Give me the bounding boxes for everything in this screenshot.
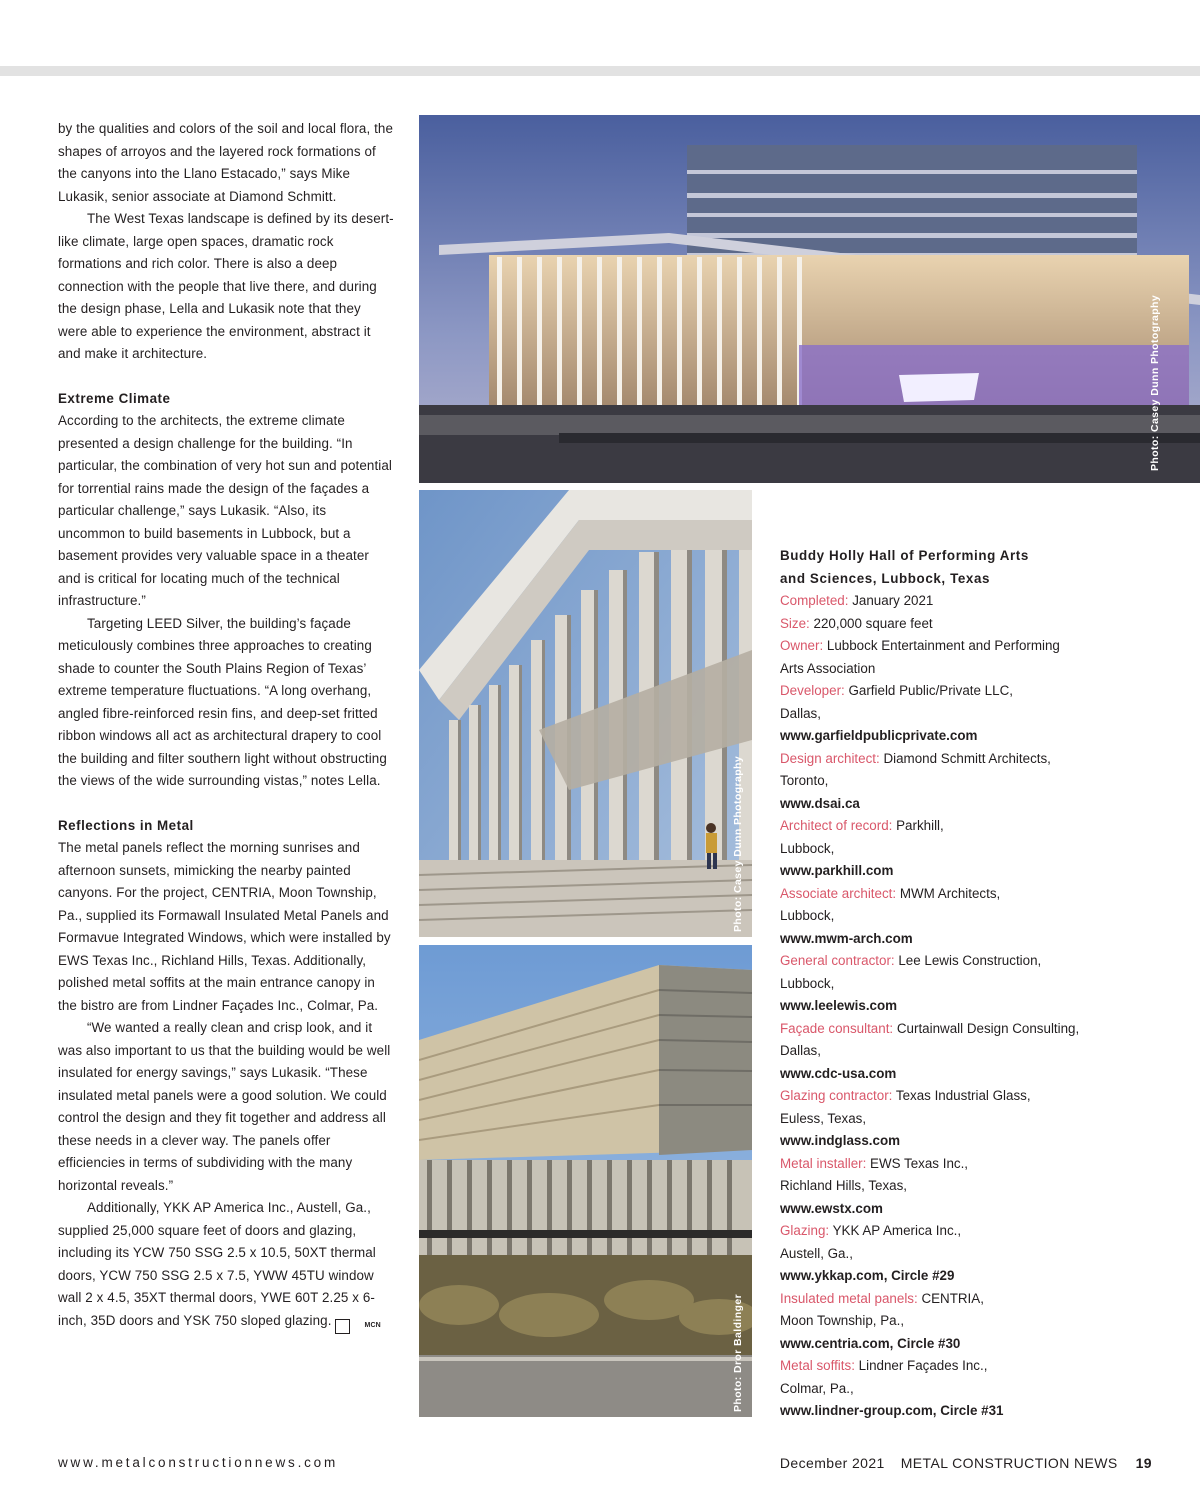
project-detail-row xyxy=(780,1018,1160,1041)
footer-publication: METAL CONSTRUCTION NEWS xyxy=(900,1455,1118,1471)
project-detail-row xyxy=(780,1310,1160,1333)
project-detail-label: Metal soffits: xyxy=(780,1358,855,1373)
project-url xyxy=(780,1400,1160,1423)
article-paragraph: by the qualities and colors of the soil and local flora, the shapes of arroyos and the layered rock formations of the canyons into the Llano Estacado,” says Mike Lukasik, senior associate at Diamond Schmitt. xyxy=(58,121,394,204)
project-url-text: www.garfieldpublicprivate.com xyxy=(780,728,978,743)
project-detail-value: Lubbock, xyxy=(780,975,835,991)
project-detail-row xyxy=(780,1288,1160,1311)
article-paragraph: The West Texas landscape is defined by its desert-like climate, large open spaces, dramatic rock formations and rich color. There is also a deep connection with the people that live there, and during the design phase, Lella and Lukasik note that they were able to experience the environment, abstract it and make it architecture. xyxy=(58,211,394,361)
photo-credit: Photo: Casey Dunn Photography xyxy=(732,755,744,932)
project-detail-value: EWS Texas Inc., xyxy=(866,1155,969,1171)
project-detail-label: Façade consultant: xyxy=(780,1020,894,1036)
project-detail-value: Lindner Façades Inc., xyxy=(854,1358,988,1373)
photo-metal-panels xyxy=(419,945,752,1417)
section-heading: Extreme Climate xyxy=(58,390,171,406)
project-url-text: www.centria.com, Circle #30 xyxy=(780,1335,961,1351)
project-detail-row xyxy=(780,815,1160,838)
project-detail-label: Completed: xyxy=(780,593,849,608)
project-detail-value: YKK AP America Inc., xyxy=(829,1223,962,1238)
project-detail-row xyxy=(780,950,1160,973)
project-detail-row xyxy=(780,1220,1160,1243)
project-url xyxy=(780,928,1160,951)
project-detail-label: Owner: xyxy=(780,638,824,653)
footer-website: www.metalconstructionnews.com xyxy=(58,1455,339,1470)
top-rule xyxy=(0,66,1200,76)
article-paragraph xyxy=(58,1197,394,1334)
article-column xyxy=(58,118,394,1334)
project-detail-row xyxy=(780,1378,1160,1401)
project-url xyxy=(780,1063,1160,1086)
project-detail-row xyxy=(780,838,1160,861)
project-details xyxy=(780,590,1160,1423)
project-detail-row xyxy=(780,658,1160,681)
project-url-text: www.parkhill.com xyxy=(780,863,894,878)
project-detail-row xyxy=(780,1108,1160,1131)
article-paragraph-text: Additionally, YKK AP America Inc., Austell, Ga., supplied 25,000 square feet of doors and glazing, including its YCW 750 SSG 2.5 x 10.5, 50XT thermal doors, YCW 750 SSG 2.5 x 7.5, YWW 45TU window wall 2 x 4.5, 35XT thermal doors, YWE 60T 2.25 x 6-inch, 35D doors and YSK 750 sloped glazing. xyxy=(58,1200,376,1328)
project-detail-value: Lee Lewis Construction, xyxy=(894,953,1042,968)
project-url xyxy=(780,1198,1160,1221)
project-detail-label: Associate architect: xyxy=(780,885,897,901)
project-detail-value: 220,000 square feet xyxy=(809,615,933,631)
project-url-text: www.lindner-group.com, Circle #31 xyxy=(780,1403,1004,1418)
project-url-text: www.ykkap.com, Circle #29 xyxy=(780,1268,955,1283)
project-detail-label: Architect of record: xyxy=(780,818,893,833)
project-detail-value: Toronto, xyxy=(780,773,829,788)
article-paragraph: Targeting LEED Silver, the building’s façade meticulously combines three approaches to creating shade to counter the South Plains Region of Texas’ extreme temperature fluctuations. “A long overhang, angled fibre-reinforced resin fins, and deep-set fritted ribbon windows all act as architectural drapery to cool the building and filter southern light without obstructing the views of the wide surrounding vistas,” notes Lella. xyxy=(58,615,387,788)
project-url xyxy=(780,995,1160,1018)
article-paragraph: “We wanted a really clean and crisp look, and it was also important to us that the building would be well insulated for energy savings,” says Lukasik. “These insulated metal panels were a good solution. We could control the design and they fit together and address all these needs in a clever way. The panels offer efficiencies in terms of subdividing with the many horizontal reveals.” xyxy=(58,1020,391,1193)
project-detail-value: MWM Architects, xyxy=(896,885,1001,901)
project-url-text: www.mwm-arch.com xyxy=(780,930,913,946)
project-url-text: www.cdc-usa.com xyxy=(780,1065,897,1081)
project-detail-value: Richland Hills, Texas, xyxy=(780,1178,908,1193)
page-number: 19 xyxy=(1135,1455,1152,1471)
section-heading: Reflections in Metal xyxy=(58,817,194,833)
project-url-text: www.indglass.com xyxy=(780,1133,901,1148)
project-detail-value: Diamond Schmitt Architects, xyxy=(879,750,1051,766)
project-detail-label: Design architect: xyxy=(780,750,880,766)
article-paragraph: According to the architects, the extreme climate presented a design challenge for the building. “In particular, the combination of very hot sun and potential for torrential rains made the design of the façades a particular challenge,” says Lukasik. “Also, its uncommon to build basements in Lubbock, but a basement provides very valuable space in a theater and is critical for locating much of the technical infrastructure.” xyxy=(58,413,392,608)
project-url xyxy=(780,860,1160,883)
end-mark-logo: MCN xyxy=(335,1319,350,1334)
project-detail-value: Arts Association xyxy=(780,660,876,676)
photo-credit: Photo: Casey Dunn Photography xyxy=(1149,294,1161,471)
project-detail-row xyxy=(780,1085,1160,1108)
photo-credit: Photo: Dror Baldinger xyxy=(732,1293,744,1412)
article-paragraph: The metal panels reflect the morning sunrises and afternoon sunsets, mimicking the nearby painted canyons. For the project, CENTRIA, Moon Township, Pa., supplied its Formawall Insulated Metal Panels and Formavue Integrated Windows, which were installed by EWS Texas Inc., Richland Hills, Texas. Additionally, polished metal soffits at the main entrance canopy in the bistro are from Lindner Façades Inc., Colmar, Pa. xyxy=(58,840,391,1013)
project-detail-value: Colmar, Pa., xyxy=(780,1380,854,1396)
project-detail-row xyxy=(780,973,1160,996)
project-detail-value: Lubbock, xyxy=(780,908,835,923)
project-detail-row xyxy=(780,680,1160,703)
project-detail-row xyxy=(780,703,1160,726)
project-detail-row xyxy=(780,1243,1160,1266)
footer-folio xyxy=(780,1455,1152,1471)
project-detail-value: January 2021 xyxy=(848,593,934,608)
project-title-line2: and Sciences, Lubbock, Texas xyxy=(780,570,991,586)
project-detail-value: Euless, Texas, xyxy=(780,1110,867,1126)
project-detail-label: Metal installer: xyxy=(780,1155,867,1171)
project-detail-value: CENTRIA, xyxy=(917,1290,984,1306)
project-url xyxy=(780,725,1160,748)
project-detail-value: Moon Township, Pa., xyxy=(780,1313,905,1328)
project-detail-label: Developer: xyxy=(780,683,845,698)
project-detail-row xyxy=(780,1355,1160,1378)
photo-building-dusk xyxy=(419,115,1200,483)
project-detail-row xyxy=(780,770,1160,793)
project-detail-value: Lubbock, xyxy=(780,840,835,856)
project-detail-row xyxy=(780,635,1160,658)
project-detail-row xyxy=(780,748,1160,771)
project-info-box xyxy=(780,545,1160,1423)
project-detail-label: Size: xyxy=(780,615,810,631)
photo-facade-fins xyxy=(419,490,752,937)
project-detail-value: Lubbock Entertainment and Performing xyxy=(823,638,1060,653)
project-detail-row xyxy=(780,1040,1160,1063)
project-detail-label: Glazing: xyxy=(780,1223,830,1238)
project-detail-value: Parkhill, xyxy=(892,818,944,833)
project-detail-value: Texas Industrial Glass, xyxy=(892,1088,1031,1103)
project-title: Buddy Holly Hall of Performing Arts xyxy=(780,548,1029,563)
footer-date: December 2021 xyxy=(779,1455,885,1471)
project-detail-value: Austell, Ga., xyxy=(780,1245,853,1261)
project-detail-row xyxy=(780,1175,1160,1198)
project-detail-row xyxy=(780,1153,1160,1176)
project-url xyxy=(780,1130,1160,1153)
project-detail-row xyxy=(780,883,1160,906)
project-url xyxy=(780,793,1160,816)
project-detail-label: General contractor: xyxy=(780,953,895,968)
project-detail-value: Dallas, xyxy=(780,1043,821,1058)
project-url-text: www.ewstx.com xyxy=(780,1200,883,1216)
project-url xyxy=(780,1333,1160,1356)
project-detail-label: Glazing contractor: xyxy=(780,1088,893,1103)
project-detail-row xyxy=(780,613,1160,636)
project-detail-value: Garfield Public/Private LLC, xyxy=(844,683,1013,698)
project-detail-value: Curtainwall Design Consulting, xyxy=(893,1020,1080,1036)
project-detail-row xyxy=(780,590,1160,613)
project-detail-label: Insulated metal panels: xyxy=(780,1290,918,1306)
project-detail-value: Dallas, xyxy=(780,705,821,721)
project-url-text: www.leelewis.com xyxy=(780,998,898,1013)
project-url xyxy=(780,1265,1160,1288)
project-url-text: www.dsai.ca xyxy=(780,795,860,811)
project-detail-row xyxy=(780,905,1160,928)
